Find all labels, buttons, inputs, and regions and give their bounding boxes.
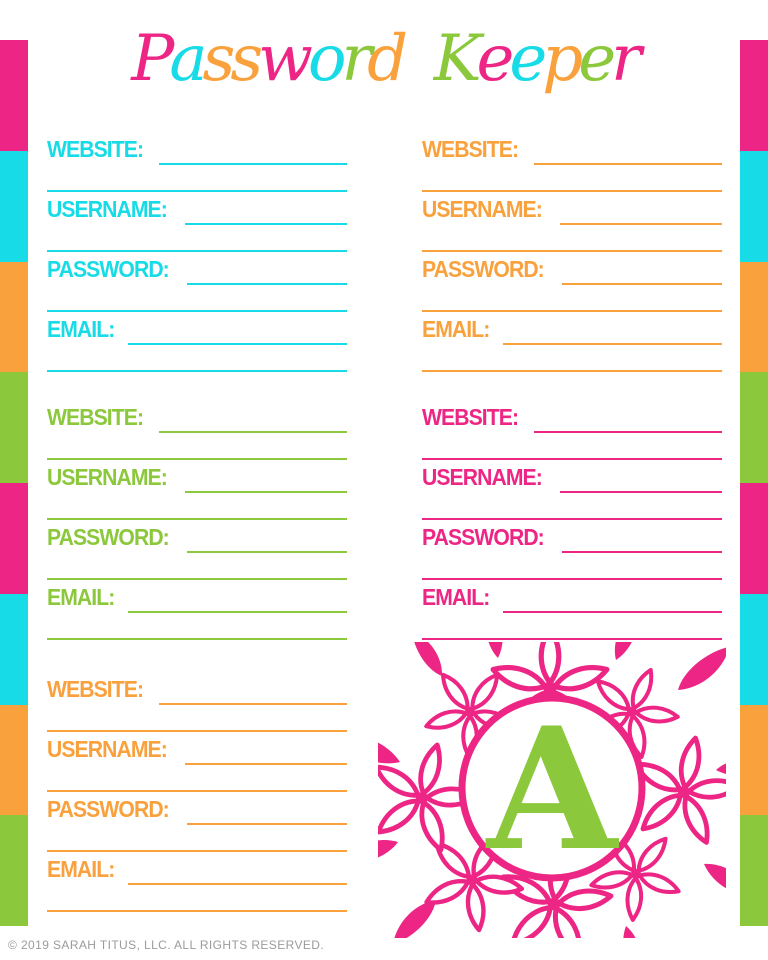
write-in-line-full [47,370,347,372]
write-in-line-full [422,370,722,372]
field-label: PASSWORD: [47,256,169,282]
floral-wreath-icon [378,642,726,938]
write-in-line [534,431,722,433]
write-in-line-full [47,578,347,580]
field-label-row [47,464,347,493]
field-label-row [47,136,347,165]
credential-field [47,404,347,467]
credential-field [422,316,722,379]
field-label: EMAIL: [47,584,115,610]
write-in-line [562,283,722,285]
field-label: EMAIL: [422,316,490,342]
write-in-line [128,611,347,613]
field-label: EMAIL: [47,316,115,342]
write-in-line [159,703,347,705]
title-letter: a [169,22,203,96]
title-letter: r [611,22,637,96]
credential-field [422,584,722,647]
credential-field [47,316,347,379]
field-label-row [47,584,347,613]
field-label-row [422,256,722,285]
title-letter: e [476,22,510,96]
stripe-segment-orange [740,705,768,816]
field-label-row [47,796,347,825]
write-in-line [187,823,347,825]
title-letter: r [341,22,368,96]
field-label-row [47,676,347,705]
field-label-row [422,136,722,165]
stripe-segment-cyan [740,594,768,705]
copyright-text: © 2019 SARAH TITUS, LLC. ALL RIGHTS RESERVED. [8,938,325,952]
title-letter: p [542,22,579,96]
write-in-line-full [422,458,722,460]
field-label: WEBSITE: [47,136,144,162]
credential-block-left-1 [47,136,347,379]
title-letter: w [258,22,308,96]
field-label: PASSWORD: [47,796,169,822]
title-letter: P [131,22,170,96]
field-label-row [422,404,722,433]
right-edge-stripe [740,40,768,926]
field-label-row [422,584,722,613]
write-in-line [128,343,347,345]
monogram-letter: A [486,690,618,888]
stripe-segment-green [0,372,28,483]
stripe-segment-pink [0,483,28,594]
write-in-line [187,551,347,553]
write-in-line-full [422,250,722,252]
field-label: USERNAME: [422,196,542,222]
field-label: PASSWORD: [422,524,544,550]
field-label: USERNAME: [422,464,542,490]
stripe-segment-orange [0,262,28,373]
credential-field [422,136,722,199]
write-in-line-full [422,518,722,520]
title-letter: o [307,22,342,96]
write-in-line-full [47,730,347,732]
page-title [0,14,768,110]
write-in-line [534,163,722,165]
field-label-row [422,196,722,225]
credential-field [47,856,347,919]
credential-block-left-3 [47,676,347,919]
write-in-line-full [422,638,722,640]
field-label-row [47,524,347,553]
write-in-line-full [47,310,347,312]
credential-block-right-2 [422,404,722,647]
write-in-line-full [47,458,347,460]
write-in-line [159,431,347,433]
write-in-line [560,491,722,493]
write-in-line [187,283,347,285]
write-in-line [185,491,347,493]
credential-field [47,676,347,739]
title-letter: e [578,22,612,96]
stripe-segment-orange [0,705,28,816]
write-in-line-full [47,638,347,640]
field-label: USERNAME: [47,736,167,762]
field-label: EMAIL: [422,584,490,610]
field-label-row [47,736,347,765]
field-label: EMAIL: [47,856,115,882]
write-in-line-full [47,190,347,192]
credential-field [422,256,722,319]
write-in-line-full [422,578,722,580]
credential-block-right-1 [422,136,722,379]
write-in-line-full [47,790,347,792]
credential-field [422,524,722,587]
write-in-line-full [47,518,347,520]
title-letter: s [202,22,231,96]
field-label: PASSWORD: [47,524,169,550]
stripe-segment-cyan [0,151,28,262]
field-label: PASSWORD: [422,256,544,282]
field-label: WEBSITE: [47,404,144,430]
write-in-line [159,163,347,165]
field-label: USERNAME: [47,464,167,490]
credential-field [47,196,347,259]
field-label-row [47,316,347,345]
field-label: WEBSITE: [422,136,519,162]
stripe-segment-green [740,815,768,926]
field-label-row [47,256,347,285]
field-label: WEBSITE: [422,404,519,430]
stripe-segment-orange [740,262,768,373]
floral-wreath-monogram [378,642,726,938]
title-letter [403,14,434,104]
field-label-row [422,316,722,345]
credential-field [422,404,722,467]
title-letter: e [509,22,543,96]
title-letter: K [433,22,477,96]
write-in-line [185,763,347,765]
write-in-line-full [47,250,347,252]
credential-field [422,464,722,527]
credential-block-left-2 [47,404,347,647]
field-label: USERNAME: [47,196,167,222]
credential-field [47,524,347,587]
write-in-line-full [422,190,722,192]
write-in-line [503,343,722,345]
title-letter: d [367,22,404,96]
write-in-line-full [47,850,347,852]
stripe-segment-cyan [0,594,28,705]
credential-field [47,256,347,319]
write-in-line-full [422,310,722,312]
credential-field [47,736,347,799]
field-label-row [422,464,722,493]
credential-field [47,796,347,859]
credential-field [422,196,722,259]
field-label-row [422,524,722,553]
credential-field [47,136,347,199]
stripe-segment-green [740,372,768,483]
write-in-line [185,223,347,225]
field-label: WEBSITE: [47,676,144,702]
stripe-segment-cyan [740,151,768,262]
write-in-line [562,551,722,553]
field-label-row [47,196,347,225]
stripe-segment-green [0,815,28,926]
write-in-line [128,883,347,885]
field-label-row [47,404,347,433]
title-letter: s [230,22,259,96]
field-label-row [47,856,347,885]
write-in-line [560,223,722,225]
stripe-segment-pink [740,483,768,594]
credential-field [47,584,347,647]
credential-field [47,464,347,527]
write-in-line [503,611,722,613]
write-in-line-full [47,910,347,912]
left-edge-stripe [0,40,28,926]
